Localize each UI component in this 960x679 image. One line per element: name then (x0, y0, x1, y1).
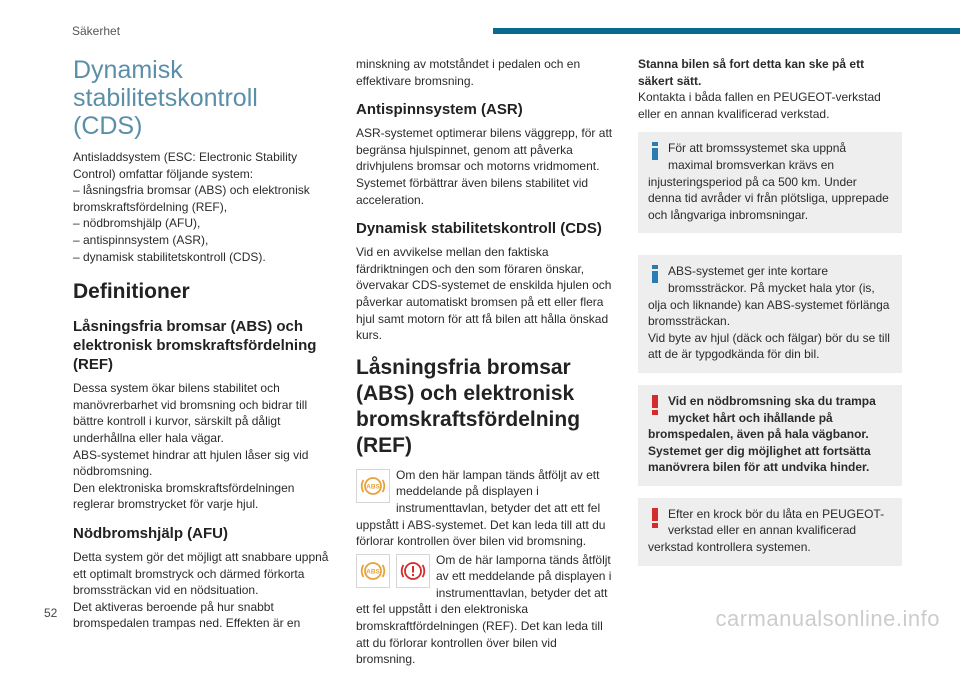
info-box-abs (638, 255, 902, 373)
afu-text-line: Det aktiveras beroende på hur snabbt bromspedalen trampas ned. Effekten är en (73, 599, 301, 631)
info-icon (648, 265, 662, 283)
afu-heading: Nödbromshjälp (AFU) (73, 524, 228, 542)
info-box-run-in (638, 132, 902, 233)
abs-text (73, 380, 331, 513)
info-box-text: För att bromssystemet ska uppnå maximal bromsverkan krävs en injusteringsperiod på ca 500 km. Under denna tid avråder vi från plötsliga, upprepade och långvariga inbromsningar. (648, 141, 889, 222)
lamp1-text: Om den här lampan tänds åtföljt av ett meddelande på displayen i instrumenttavlan, betyder det att ett fel uppstått i ABS-systemet. Det kan leda till att du förlorar kontrollen över bilen vid bromsning. (356, 467, 606, 549)
column-3 (638, 56, 902, 578)
afu-text-line: Detta system gör det möjligt att snabbare uppnå ett optimalt bromstryck och därmed förkorta bromssträckan vid en nödsituation. (73, 549, 329, 598)
cds-heading: Dynamisk stabilitetskontroll (CDS) (356, 220, 602, 238)
brake-warning-icon (396, 554, 430, 588)
abs-warning-icon (356, 469, 390, 503)
warning-box-text: Vid en nödbromsning ska du trampa mycket hårt och ihållande på bromspedalen, även på hala vägbanor. Systemet ger dig möjlighet att fortsätta manövrera bilen för att undvika hinder. (648, 393, 876, 475)
abs-text-line: ABS-systemet hindrar att hjulen låser sig vid nödbromsning. (73, 447, 309, 479)
abs-warning-icon (356, 554, 390, 588)
abs-big-heading: Låsningsfria bromsar (ABS) och elektronisk bromskraftsfördelning (REF) (356, 355, 581, 457)
intro-line: – dynamisk stabilitetskontroll (CDS). (73, 249, 266, 264)
afu-continued: minskning av motståndet i pedalen och en effektivare bromsning. (356, 57, 581, 88)
warning-box-text: Efter en krock bör du låta en PEUGEOT-verkstad eller en annan kvalificerad verkstad kontrollera systemen. (648, 506, 885, 555)
page-title: Dynamisk stabilitetskontroll (CDS) (73, 56, 258, 140)
warning-box-crash (638, 498, 902, 566)
info-icon (648, 142, 662, 160)
info-box-text: Vid byte av hjul (däck och fälgar) bör du se till att de är typgodkända för din bil. (648, 330, 890, 362)
abs-heading: Låsningsfria bromsar (ABS) och elektronisk bromskraftsfördelning (REF) (73, 318, 317, 374)
lamp2-block (356, 552, 618, 668)
watermark: carmanualsonline.info (715, 606, 940, 631)
section-header: Säkerhet (72, 24, 121, 38)
column-1 (73, 56, 331, 643)
svg-text:ABS: ABS (366, 568, 380, 576)
header-accent-bar (493, 28, 960, 34)
lamp2-text: Om de här lamporna tänds åtföljt av ett meddelande på displayen i instrumenttavlan, betyder det att ett fel uppstått i den elektroniska bromskraftfördelningen (REF). Det kan leda till att du förlorar kontrollen över bilen vid bromsning. (356, 552, 612, 667)
warning-box-emergency (638, 385, 902, 486)
warning-icon (648, 395, 662, 415)
lamp1-block (356, 467, 618, 550)
stop-text: Kontakta i båda fallen en PEUGEOT-verkstad eller en annan kvalificerad verkstad. (638, 90, 881, 121)
asr-heading: Antispinnsystem (ASR) (356, 101, 523, 119)
asr-text: ASR-systemet optimerar bilens väggrepp, för att begränsa hjulspinnet, genom att påverka drivhjulens bromsar och motorns vridmoment. Systemet förbättrar även bilens stabilitet vid acceleration. (356, 126, 613, 207)
page-number: 52 (44, 606, 58, 620)
column-2 (356, 56, 618, 679)
intro-line: – antispinnsystem (ASR), (73, 232, 209, 247)
stop-instructions (638, 56, 902, 122)
intro-line: – låsningsfria bromsar (ABS) och elektronisk bromskraftsfördelning (REF), (73, 183, 310, 214)
info-box-text: ABS-systemet ger inte kortare bromssträckor. På mycket hala ytor (is, olja och liknande) kan ABS-systemet förlänga bromssträckan. (648, 264, 890, 329)
intro-line: – nödbromshjälp (AFU), (73, 216, 201, 231)
intro-line: Antisladdsystem (ESC: Electronic Stability Control) omfattar följande system: (73, 150, 298, 181)
intro-text (73, 149, 331, 265)
svg-text:ABS: ABS (366, 483, 380, 491)
cds-text: Vid en avvikelse mellan den faktiska färdriktningen och den som föraren önskar, övervakar CDS-systemet de enskilda hjulen och påverkar automatiskt bromsen på ett eller flera hjul samt motorn för att få bilen att hålla önskad kurs. (356, 245, 612, 343)
definitions-heading: Definitioner (73, 280, 190, 304)
warning-icon (648, 508, 662, 528)
abs-text-line: Dessa system ökar bilens stabilitet och manövrerbarhet vid bromsning och bidrar till bättre kontroll i kurvor, särskilt på dåligt underhållna eller hala vägar. (73, 381, 308, 445)
abs-text-line: Den elektroniska bromskraftsfördelningen reglerar bromstrycket för varje hjul. (73, 480, 295, 512)
afu-text (73, 549, 331, 632)
stop-bold: Stanna bilen så fort detta kan ske på ett säkert sätt. (638, 57, 865, 88)
